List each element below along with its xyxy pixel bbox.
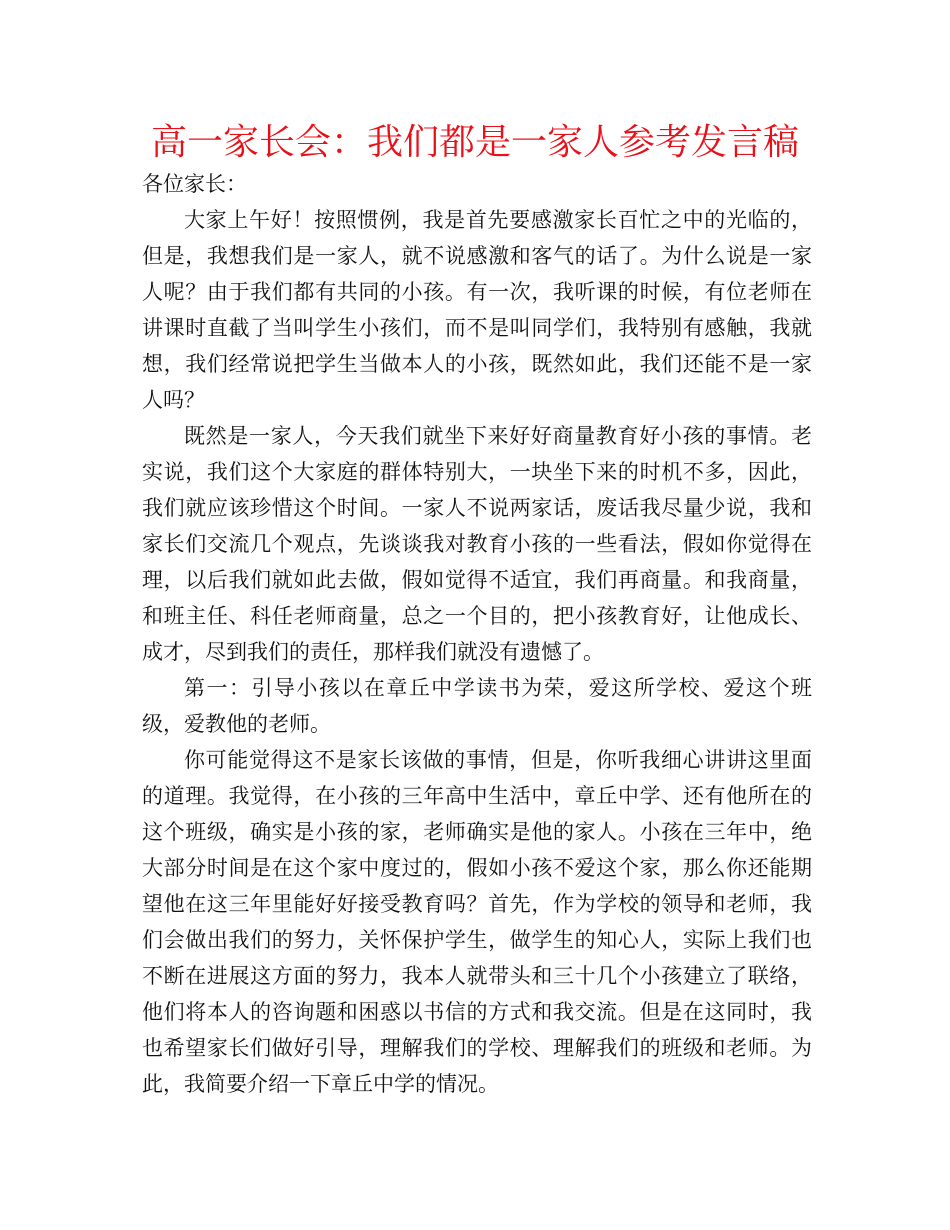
paragraph-explanation: 你可能觉得这不是家长该做的事情，但是，你听我细心讲讲这里面的道理。我觉得，在小孩的三年高中生活中，章丘中学、还有他所在的这个班级，确实是小孩的家，老师确实是他的家人。小孩在三年中，绝大部分时间是在这个家中度过的，假如小孩不爱这个家，那么你还能期望他在这三年里能好好接受教育吗？首先，作为学校的领导和老师，我们会做出我们的努力，关怀保护学生，做学生的知心人，实际上我们也不断在进展这方面的努力，我本人就带头和三十几个小孩建立了联络，他们将本人的咨询题和困惑以书信的方式和我交流。但是在这同时，我也希望家长们做好引导，理解我们的学校、理解我们的班级和老师。为此，我简要介绍一下章丘中学的情况。 bbox=[142, 748, 812, 1096]
document-title: 高一家长会：我们都是一家人参考发言稿 bbox=[150, 122, 799, 163]
paragraph-greeting: 大家上午好！按照惯例，我是首先要感激家长百忙之中的光临的，但是，我想我们是一家人，就不说感激和客气的话了。为什么说是一家人呢？由于我们都有共同的小孩。有一次，我听课的时候，有位老师在讲课时直截了当叫学生小孩们，而不是叫同学们，我特别有感触，我就想，我们经常说把学生当做本人的小孩，既然如此，我们还能不是一家人吗？ bbox=[142, 208, 812, 412]
salutation: 各位家长： bbox=[142, 172, 247, 196]
paragraph-point-one: 第一：引导小孩以在章丘中学读书为荣，爱这所学校、爱这个班级，爱教他的老师。 bbox=[142, 676, 812, 736]
document-body bbox=[142, 166, 812, 1102]
paragraph-family: 既然是一家人，今天我们就坐下来好好商量教育好小孩的事情。老实说，我们这个大家庭的群体特别大，一块坐下来的时机不多，因此，我们就应该珍惜这个时间。一家人不说两家话，废话我尽量少说，我和家长们交流几个观点，先谈谈我对教育小孩的一些看法，假如你觉得在理，以后我们就如此去做，假如觉得不适宜，我们再商量。和我商量，和班主任、科任老师商量，总之一个目的，把小孩教育好，让他成长、成才，尽到我们的责任，那样我们就没有遗憾了。 bbox=[142, 424, 812, 664]
